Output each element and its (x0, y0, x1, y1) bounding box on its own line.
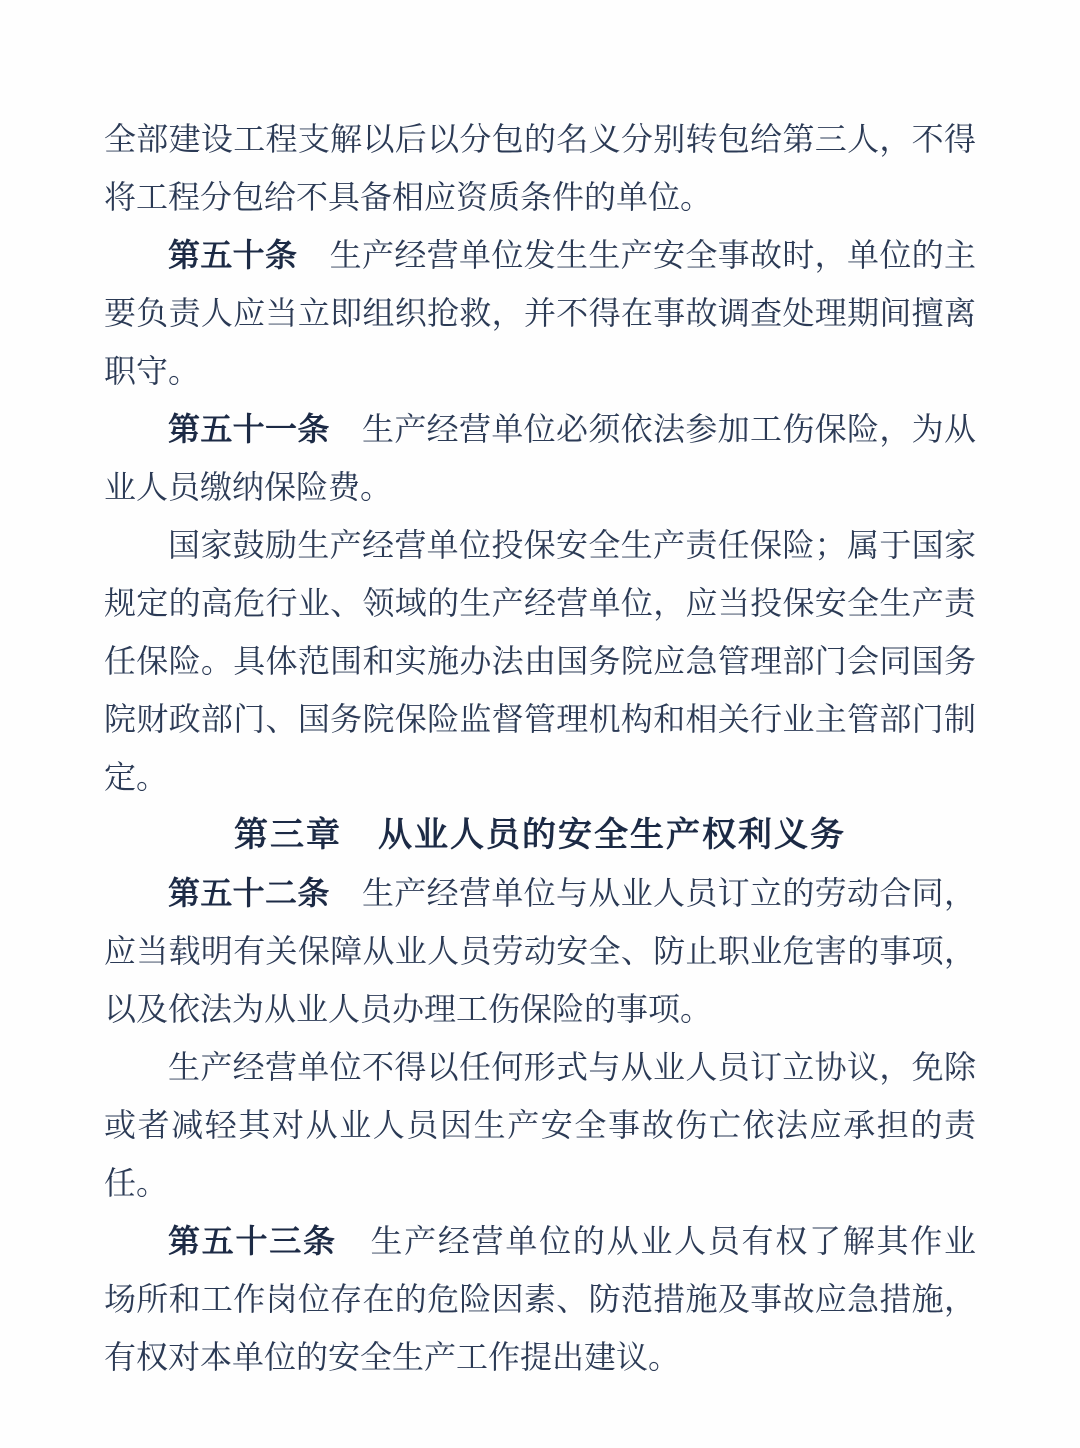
text-line (104, 168, 976, 226)
article-number: 第五十三条 (168, 1223, 337, 1259)
text-line (104, 980, 976, 1038)
article-number: 第五十条 (168, 237, 298, 273)
body-text: 或者减轻其对从业人员因生产安全事故伤亡依法应承担的责 (104, 1107, 976, 1143)
text-line (104, 1154, 976, 1212)
text-line (104, 864, 976, 922)
text-line (104, 516, 976, 574)
text-line (104, 1038, 976, 1096)
text-line (104, 1328, 976, 1386)
text-line (104, 284, 976, 342)
article-number: 第五十二条 (168, 875, 330, 911)
body-text: 将工程分包给不具备相应资质条件的单位。 (104, 179, 713, 215)
body-text: 规定的高危行业、领域的生产经营单位，应当投保安全生产责 (104, 585, 976, 621)
body-text: 职守。 (104, 353, 201, 389)
body-text: 要负责人应当立即组织抢救，并不得在事故调查处理期间擅离 (104, 295, 976, 331)
article-number: 第五十一条 (168, 411, 330, 447)
body-text: 生产经营单位与从业人员订立的劳动合同， (329, 875, 976, 911)
body-text: 生产经营单位发生生产安全事故时，单位的主 (297, 237, 976, 273)
text-line (104, 458, 976, 516)
body-text: 院财政部门、国务院保险监督管理机构和相关行业主管部门制 (104, 701, 976, 737)
text-line (104, 1212, 976, 1270)
text-line (104, 922, 976, 980)
text-line (104, 748, 976, 806)
chapter-title-text: 第三章 从业人员的安全生产权利义务 (234, 816, 846, 854)
text-line (104, 110, 976, 168)
body-text: 全部建设工程支解以后以分包的名义分别转包给第三人，不得 (104, 121, 976, 157)
body-text: 场所和工作岗位存在的危险因素、防范措施及事故应急措施， (104, 1281, 976, 1317)
text-line (104, 1096, 976, 1154)
body-text: 生产经营单位必须依法参加工伤保险，为从 (329, 411, 976, 447)
text-line (104, 226, 976, 284)
body-text: 以及依法为从业人员办理工伤保险的事项。 (104, 991, 713, 1027)
body-text: 应当载明有关保障从业人员劳动安全、防止职业危害的事项， (104, 933, 976, 969)
body-text: 生产经营单位不得以任何形式与从业人员订立协议，免除 (168, 1049, 976, 1085)
body-text: 任。 (104, 1165, 169, 1201)
chapter-heading (104, 806, 976, 864)
body-text: 定。 (104, 759, 169, 795)
text-line (104, 342, 976, 400)
text-line (104, 690, 976, 748)
body-text: 任保险。具体范围和实施办法由国务院应急管理部门会同国务 (104, 643, 976, 679)
text-line (104, 400, 976, 458)
text-line (104, 1270, 976, 1328)
body-text: 业人员缴纳保险费。 (104, 469, 393, 505)
body-text: 有权对本单位的安全生产工作提出建议。 (104, 1339, 681, 1375)
body-text: 生产经营单位的从业人员有权了解其作业 (336, 1223, 976, 1259)
document-body (104, 110, 976, 1386)
text-line (104, 632, 976, 690)
body-text: 国家鼓励生产经营单位投保安全生产责任保险；属于国家 (168, 527, 976, 563)
text-line (104, 574, 976, 632)
